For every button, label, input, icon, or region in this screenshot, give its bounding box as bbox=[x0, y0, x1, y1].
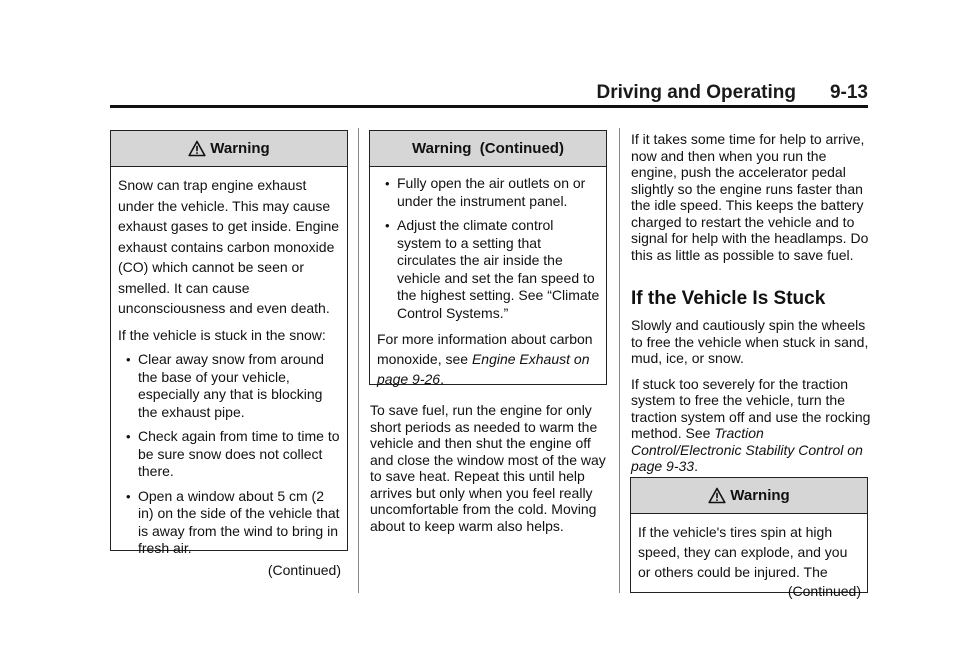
warning-box-tire-spin bbox=[630, 477, 868, 599]
warning-paragraph: If the vehicle is stuck in the snow: bbox=[118, 326, 326, 343]
warning-box-body bbox=[370, 167, 606, 402]
warning-box-heading bbox=[631, 478, 867, 514]
warning-box-continued bbox=[369, 130, 607, 385]
cross-reference-link[interactable]: Engine Exhaust on page 9-26 bbox=[377, 351, 590, 387]
column-divider-2 bbox=[619, 128, 620, 593]
more-info-paragraph: For more information about carbon monoxide, see Engine Exhaust on page 9-26. bbox=[377, 331, 593, 387]
column-divider-1 bbox=[358, 128, 359, 593]
continued-label: (Continued) bbox=[267, 561, 341, 578]
continued-label: (Continued) bbox=[787, 583, 861, 599]
fuel-saving-paragraph: To save fuel, run the engine for only short periods as needed to warm the vehicle and then shut the engine off and close the window most of the way to save heat. Repeat this until help arrives but only when you feel really uncomfortable from the cold. Moving about to keep warm also helps. bbox=[370, 402, 606, 534]
page-number: 9-13 bbox=[829, 82, 868, 103]
right-column-intro: If it takes some time for help to arrive, now and then when you run the engine, push the accelerator pedal slightly so the engine runs faster than the idle speed. This keeps the battery charged to restart the vehicle and to signal for help with the headlamps. Do this as little as possible to save fuel. bbox=[631, 131, 869, 263]
section-title: Driving and Operating bbox=[596, 82, 796, 103]
warning-bullet-list bbox=[385, 175, 600, 322]
list-item: • Clear away snow from around the base of your vehicle, especially any that is blocking the exhaust pipe. bbox=[126, 351, 324, 420]
list-item: • Open a window about 5 cm (2 in) on the side of the vehicle that is away from the wind to bring in fresh air. bbox=[126, 487, 340, 556]
section-heading: If the Vehicle Is Stuck bbox=[631, 288, 826, 309]
warning-triangle-icon bbox=[708, 487, 726, 504]
header-rule bbox=[110, 105, 868, 108]
warning-box-body bbox=[631, 514, 867, 606]
warning-box-heading bbox=[111, 131, 347, 167]
warning-heading-text: Warning (Continued) bbox=[412, 140, 564, 157]
warning-paragraph: If the vehicle's tires spin at high speed, they can explode, and you or others could be injured. The bbox=[638, 524, 848, 580]
list-item: • Fully open the air outlets on or under the instrument panel. bbox=[385, 175, 586, 209]
warning-paragraph: Snow can trap engine exhaust under the vehicle. This may cause exhaust gases to get inside. Engine exhaust contains carbon monoxide (CO) which cannot be seen or smelled. It can cause unconsciousness and even death. bbox=[118, 177, 340, 316]
list-item: • Adjust the climate control system to a setting that circulates the air inside the vehicle and set the fan speed to the highest setting. See “Climate Control Systems.” bbox=[385, 217, 600, 321]
warning-box-snow bbox=[110, 130, 348, 578]
cross-reference-link[interactable]: Traction Control/Electronic Stability Control on page 9-33 bbox=[631, 425, 863, 474]
warning-box-body bbox=[111, 167, 347, 585]
stuck-vehicle-text: Slowly and cautiously spin the wheels to free the vehicle when stuck in sand, mud, ice, or snow. If stuck too severely for the traction system to free the vehicle, turn the traction system off and use the rocking method. See Traction Control/Electronic Stability Control on page 9-33. bbox=[631, 317, 871, 474]
warning-heading-text: Warning bbox=[730, 487, 790, 504]
warning-bullet-list bbox=[126, 351, 341, 558]
warning-heading-text: Warning bbox=[210, 140, 270, 157]
list-item: • Check again from time to time to be sure snow does not collect there. bbox=[126, 428, 340, 479]
page-header bbox=[110, 82, 868, 104]
warning-triangle-icon bbox=[188, 140, 206, 157]
warning-box-heading bbox=[370, 131, 606, 167]
